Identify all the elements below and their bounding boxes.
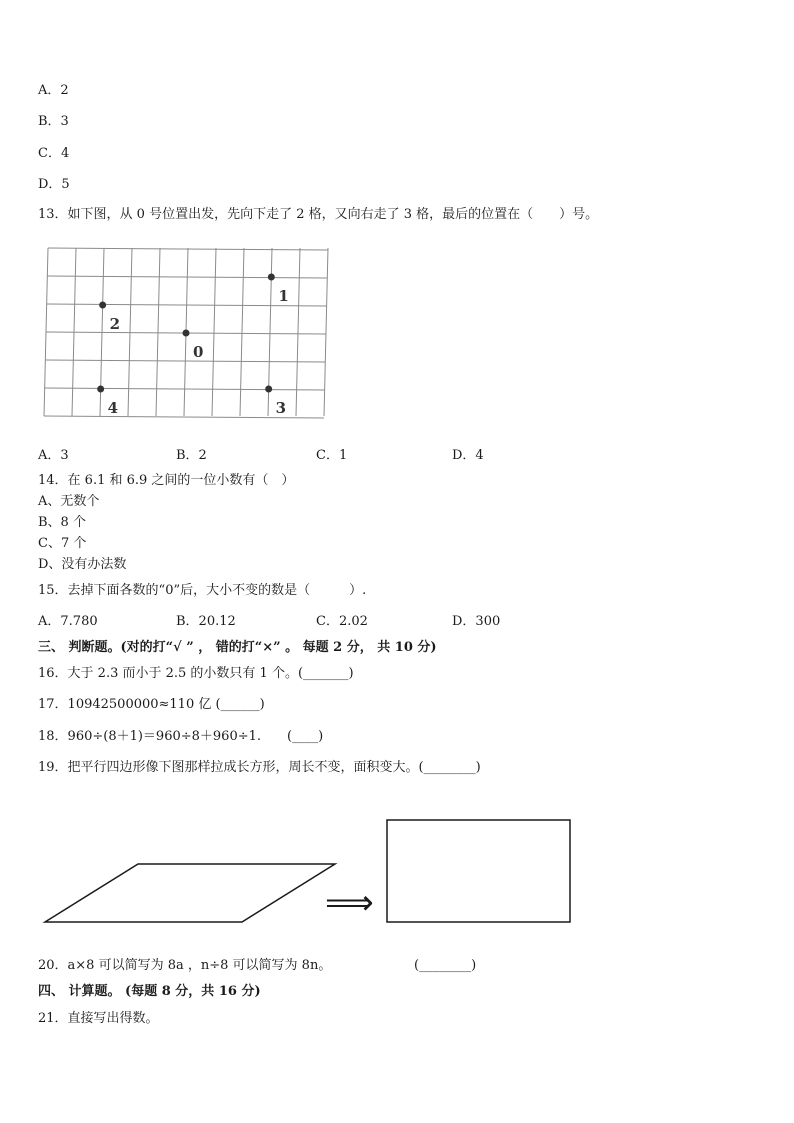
q20-answer-blank: (________) [414, 958, 477, 973]
q14-option-b: B、8 个 [38, 515, 86, 530]
grid-point-dot [183, 330, 190, 337]
q15-option-b: B．20.12 [176, 614, 236, 629]
q15-option-c: C．2.02 [316, 614, 368, 629]
q13-option-d: D．4 [452, 448, 484, 463]
grid-vertical-line [128, 248, 132, 416]
grid-vertical-line [324, 248, 328, 416]
q21-text: 21．直接写出得数。 [38, 1011, 159, 1026]
grid-point-dot [268, 274, 275, 281]
q15-option-d: D．300 [452, 614, 501, 629]
q14-option-a: A、无数个 [38, 494, 100, 509]
grid-vertical-line [156, 248, 160, 416]
grid-point-dot [265, 386, 272, 393]
q16-text: 16．大于 2.3 而小于 2.5 的小数只有 1 个。(_______) [38, 666, 354, 681]
q12-option-c: C．4 [38, 146, 70, 161]
q13-option-a: A．3 [38, 448, 69, 463]
q14-option-c: C、7 个 [38, 536, 87, 551]
q13-grid-figure [40, 244, 330, 426]
grid-point-dot [97, 386, 104, 393]
q12-option-a: A．2 [38, 83, 69, 98]
q15-stem: 15．去掉下面各数的“0”后，大小不变的数是（ ）. [38, 583, 367, 598]
grid-point-label: 4 [107, 399, 119, 417]
q13-stem: 13．如下图，从 0 号位置出发，先向下走了 2 格，又向右走了 3 格，最后的位置在（ ）号。 [38, 207, 599, 222]
grid-point-label: 2 [109, 315, 121, 333]
section-4-heading: 四、 计算题。 (每题 8 分，共 16 分) [38, 984, 261, 999]
q12-option-b: B．3 [38, 114, 69, 129]
grid-point-label: 3 [275, 399, 287, 417]
q13-option-c: C．1 [316, 448, 348, 463]
rectangle-shape [387, 820, 570, 922]
parallelogram-shape [45, 864, 335, 922]
q19-figure [40, 815, 580, 927]
grid-point-label: 1 [278, 287, 289, 305]
q12-option-d: D．5 [38, 177, 70, 192]
q17-text: 17．10942500000≈110 亿 (______) [38, 697, 265, 712]
double-arrow-icon: ⟹ [325, 883, 374, 923]
grid-vertical-line [296, 248, 300, 416]
q14-stem: 14．在 6.1 和 6.9 之间的一位小数有（ ） [38, 473, 295, 488]
grid-vertical-line [240, 248, 244, 416]
section-3-heading: 三、 判断题。(对的打“√ ” ， 错的打“×” 。 每题 2 分， 共 10 分) [38, 640, 437, 655]
grid-point-label: 0 [193, 343, 204, 361]
grid-vertical-line [212, 248, 216, 416]
q13-option-b: B．2 [176, 448, 207, 463]
q19-text: 19．把平行四边形像下图那样拉成长方形，周长不变，面积变大。(________) [38, 760, 481, 775]
q14-option-d: D、没有办法数 [38, 557, 127, 572]
grid-point-dot [99, 302, 106, 309]
q15-option-a: A．7.780 [38, 614, 98, 629]
q18-text: 18．960÷(8＋1)＝960÷8＋960÷1. (____) [38, 729, 324, 744]
q20-text: 20．a×8 可以简写为 8a ，n÷8 可以简写为 8n。 [38, 958, 332, 973]
